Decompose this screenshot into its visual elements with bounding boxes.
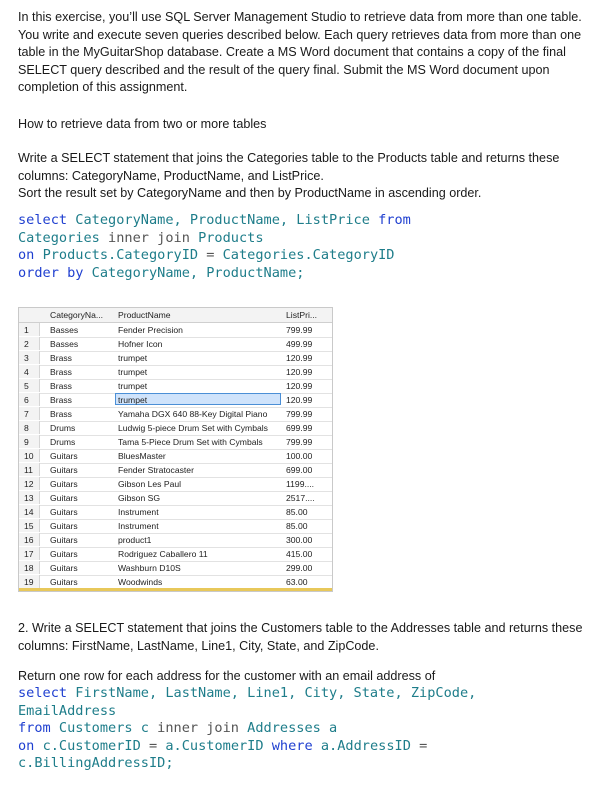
task2-sql-code — [18, 685, 588, 773]
code-token: where — [271, 737, 321, 754]
text-line: columns: FirstName, LastName, Line1, City, State, and ZipCode. — [18, 638, 379, 653]
list-price-cell[interactable]: 100.00 — [286, 451, 313, 461]
text-line: 2. Write a SELECT statement that joins the Customers table to the Addresses table and returns these — [18, 621, 583, 635]
code-token: inner join — [157, 720, 248, 737]
section-heading: How to retrieve data from two or more tables — [18, 117, 267, 131]
product-name-cell[interactable]: Fender Precision — [118, 325, 183, 335]
code-token: Categories — [18, 229, 109, 246]
code-token: order by — [18, 264, 92, 281]
table-row[interactable] — [19, 365, 332, 380]
code-token: inner join — [108, 229, 199, 246]
table-row[interactable] — [19, 547, 332, 562]
code-token: Categories.CategoryID — [222, 247, 395, 264]
table-row[interactable] — [19, 463, 332, 478]
code-token: = — [206, 247, 223, 264]
product-name-cell[interactable]: trumpet — [118, 381, 148, 391]
task2-note: Return one row for each address for the customer with an email address of — [18, 669, 436, 683]
code-line — [18, 755, 588, 773]
category-name-cell[interactable]: Brass — [50, 409, 72, 419]
list-price-cell[interactable]: 85.00 — [286, 507, 308, 517]
category-name-cell[interactable]: Guitars — [50, 493, 78, 503]
category-name-cell[interactable]: Guitars — [50, 465, 78, 475]
list-price-cell[interactable]: 415.00 — [286, 549, 313, 559]
table-row[interactable] — [19, 379, 332, 394]
list-price-cell[interactable]: 799.99 — [286, 325, 313, 335]
category-name-cell[interactable]: Basses — [50, 339, 79, 349]
text-line: You write and execute seven queries described below. Each query retrieves data from more than one — [18, 27, 582, 42]
row-number: 8 — [24, 423, 29, 433]
product-name-cell[interactable]: Ludwig 5-piece Drum Set with Cymbals — [118, 423, 268, 433]
list-price-cell[interactable]: 699.99 — [286, 423, 313, 433]
category-name-cell[interactable]: Guitars — [50, 577, 78, 587]
code-token: select — [18, 212, 76, 228]
category-name-cell[interactable]: Guitars — [50, 549, 78, 559]
row-number: 2 — [24, 339, 29, 349]
text-line: SELECT query described and the result of the query final. Submit the MS Word document upon — [18, 62, 550, 77]
category-name-cell[interactable]: Guitars — [50, 479, 78, 489]
row-number: 6 — [24, 395, 29, 405]
code-token: from — [18, 720, 59, 737]
table-row[interactable] — [19, 449, 332, 464]
code-line — [18, 247, 588, 265]
category-name-cell[interactable]: Guitars — [50, 451, 78, 461]
code-token: on — [18, 247, 43, 264]
category-name-cell[interactable]: Basses — [50, 325, 79, 335]
code-token: FirstName, LastName, Line1, City, State, ZipCode, — [75, 685, 477, 701]
code-line — [18, 738, 588, 756]
grid-bottom-border — [19, 588, 332, 591]
table-row[interactable] — [19, 533, 332, 548]
list-price-cell[interactable]: 299.00 — [286, 563, 313, 573]
code-token: c.CustomerID — [42, 737, 149, 754]
category-name-cell[interactable]: Guitars — [50, 563, 78, 573]
product-name-cell[interactable]: Instrument — [118, 507, 159, 517]
category-name-cell[interactable]: Brass — [50, 353, 72, 363]
table-row[interactable] — [19, 407, 332, 422]
grid-header — [19, 308, 332, 323]
product-name-cell[interactable]: Tama 5-Piece Drum Set with Cymbals — [118, 437, 263, 447]
task1-description — [18, 150, 584, 203]
row-number: 15 — [24, 521, 34, 531]
category-name-cell[interactable]: Guitars — [50, 535, 78, 545]
product-name-cell[interactable]: Instrument — [118, 521, 159, 531]
list-price-cell[interactable]: 63.00 — [286, 577, 308, 587]
product-name-cell[interactable]: Washburn D10S — [118, 563, 181, 573]
code-line — [18, 720, 588, 738]
row-number: 3 — [24, 353, 29, 363]
table-row[interactable] — [19, 519, 332, 534]
code-line — [18, 212, 588, 230]
category-name-cell[interactable]: Brass — [50, 395, 72, 405]
text-line: completion of this assignment. — [18, 80, 188, 95]
code-token: on — [18, 737, 43, 754]
category-name-cell[interactable]: Brass — [50, 367, 72, 377]
product-name-cell[interactable]: Hofner Icon — [118, 339, 163, 349]
code-token: select — [18, 685, 76, 701]
intro-paragraph — [18, 9, 584, 97]
code-token: CategoryName, ProductName; — [91, 264, 305, 281]
code-token: Addresses a — [247, 720, 338, 737]
code-token: Products.CategoryID — [42, 247, 207, 264]
code-token: Products — [198, 229, 264, 246]
table-row[interactable] — [19, 323, 332, 338]
text-line: columns: CategoryName, ProductName, and ListPrice. — [18, 168, 324, 183]
list-price-cell[interactable]: 699.00 — [286, 465, 313, 475]
code-line — [18, 265, 588, 283]
row-number: 14 — [24, 507, 34, 517]
category-name-cell[interactable]: Drums — [50, 423, 76, 433]
product-name-cell[interactable]: Woodwinds — [118, 577, 163, 587]
table-row[interactable] — [19, 491, 332, 506]
task2-description — [18, 620, 584, 655]
product-name-cell[interactable]: Yamaha DGX 640 88-Key Digital Piano — [118, 409, 268, 419]
table-row[interactable] — [19, 393, 332, 408]
row-number: 1 — [24, 325, 29, 335]
code-token: c.BillingAddressID; — [18, 755, 174, 772]
code-token: from — [378, 212, 411, 228]
list-price-cell[interactable]: 2517.... — [286, 493, 315, 503]
table-row[interactable] — [19, 505, 332, 520]
product-name-cell[interactable]: BluesMaster — [118, 451, 166, 461]
product-name-cell[interactable]: Gibson SG — [118, 493, 161, 503]
list-price-cell[interactable]: 120.99 — [286, 381, 313, 391]
code-token: a.CustomerID — [165, 737, 272, 754]
product-name-cell[interactable]: trumpet — [118, 367, 148, 377]
row-number: 13 — [24, 493, 34, 503]
row-number: 16 — [24, 535, 34, 545]
row-number: 7 — [24, 409, 29, 419]
code-token: = — [148, 737, 166, 754]
row-number: 19 — [24, 577, 34, 587]
list-price-cell[interactable]: 120.99 — [286, 353, 313, 363]
code-line — [18, 685, 588, 703]
column-header-listprice[interactable]: ListPri... — [286, 310, 318, 320]
row-number: 10 — [24, 451, 34, 461]
code-token: CategoryName, ProductName, ListPrice — [75, 212, 379, 228]
task1-sql-code — [18, 212, 588, 282]
row-number: 9 — [24, 437, 29, 447]
code-token: = — [419, 737, 428, 754]
table-row[interactable] — [19, 351, 332, 366]
list-price-cell[interactable]: 85.00 — [286, 521, 308, 531]
row-number: 11 — [24, 465, 33, 475]
code-token: Customers c — [58, 720, 158, 737]
category-name-cell[interactable]: Guitars — [50, 507, 78, 517]
text-line: Sort the result set by CategoryName and then by ProductName in ascending order. — [18, 186, 482, 201]
list-price-cell[interactable]: 300.00 — [286, 535, 313, 545]
text-line: table in the MyGuitarShop database. Create a MS Word document that contains a copy of the final — [18, 45, 566, 60]
product-name-cell[interactable]: trumpet — [118, 395, 148, 405]
list-price-cell[interactable]: 120.99 — [286, 367, 313, 377]
list-price-cell[interactable]: 499.99 — [286, 339, 313, 349]
list-price-cell[interactable]: 799.99 — [286, 437, 313, 447]
code-line — [18, 230, 588, 248]
code-token: a.AddressID — [320, 737, 420, 754]
text-line: Write a SELECT statement that joins the Categories table to the Products table and returns these — [18, 151, 560, 165]
list-price-cell[interactable]: 1199.... — [286, 479, 315, 489]
product-name-cell[interactable]: trumpet — [118, 353, 148, 363]
row-number: 17 — [24, 549, 34, 559]
product-name-cell[interactable]: Gibson Les Paul — [118, 479, 182, 489]
row-number: 5 — [24, 381, 29, 391]
table-row[interactable] — [19, 337, 332, 352]
table-row[interactable] — [19, 435, 332, 450]
code-token: EmailAddress — [18, 702, 117, 719]
table-row[interactable] — [19, 421, 332, 436]
list-price-cell[interactable]: 120.99 — [286, 395, 313, 405]
category-name-cell[interactable]: Drums — [50, 437, 76, 447]
row-number: 4 — [24, 367, 29, 377]
list-price-cell[interactable]: 799.99 — [286, 409, 313, 419]
results-grid[interactable] — [18, 307, 333, 592]
product-name-cell[interactable]: Rodriguez Caballero 11 — [118, 549, 208, 559]
code-line — [18, 703, 588, 721]
category-name-cell[interactable]: Brass — [50, 381, 72, 391]
category-name-cell[interactable]: Guitars — [50, 521, 78, 531]
text-line: In this exercise, you’ll use SQL Server Management Studio to retrieve data from more than one table. — [18, 10, 582, 24]
row-number: 12 — [24, 479, 34, 489]
table-row[interactable] — [19, 477, 332, 492]
column-header-productname[interactable]: ProductName — [118, 310, 171, 320]
product-name-cell[interactable]: product1 — [118, 535, 152, 545]
column-header-categoryname[interactable]: CategoryNa... — [50, 310, 104, 320]
table-row[interactable] — [19, 561, 332, 576]
row-number: 18 — [24, 563, 34, 573]
product-name-cell[interactable]: Fender Stratocaster — [118, 465, 194, 475]
